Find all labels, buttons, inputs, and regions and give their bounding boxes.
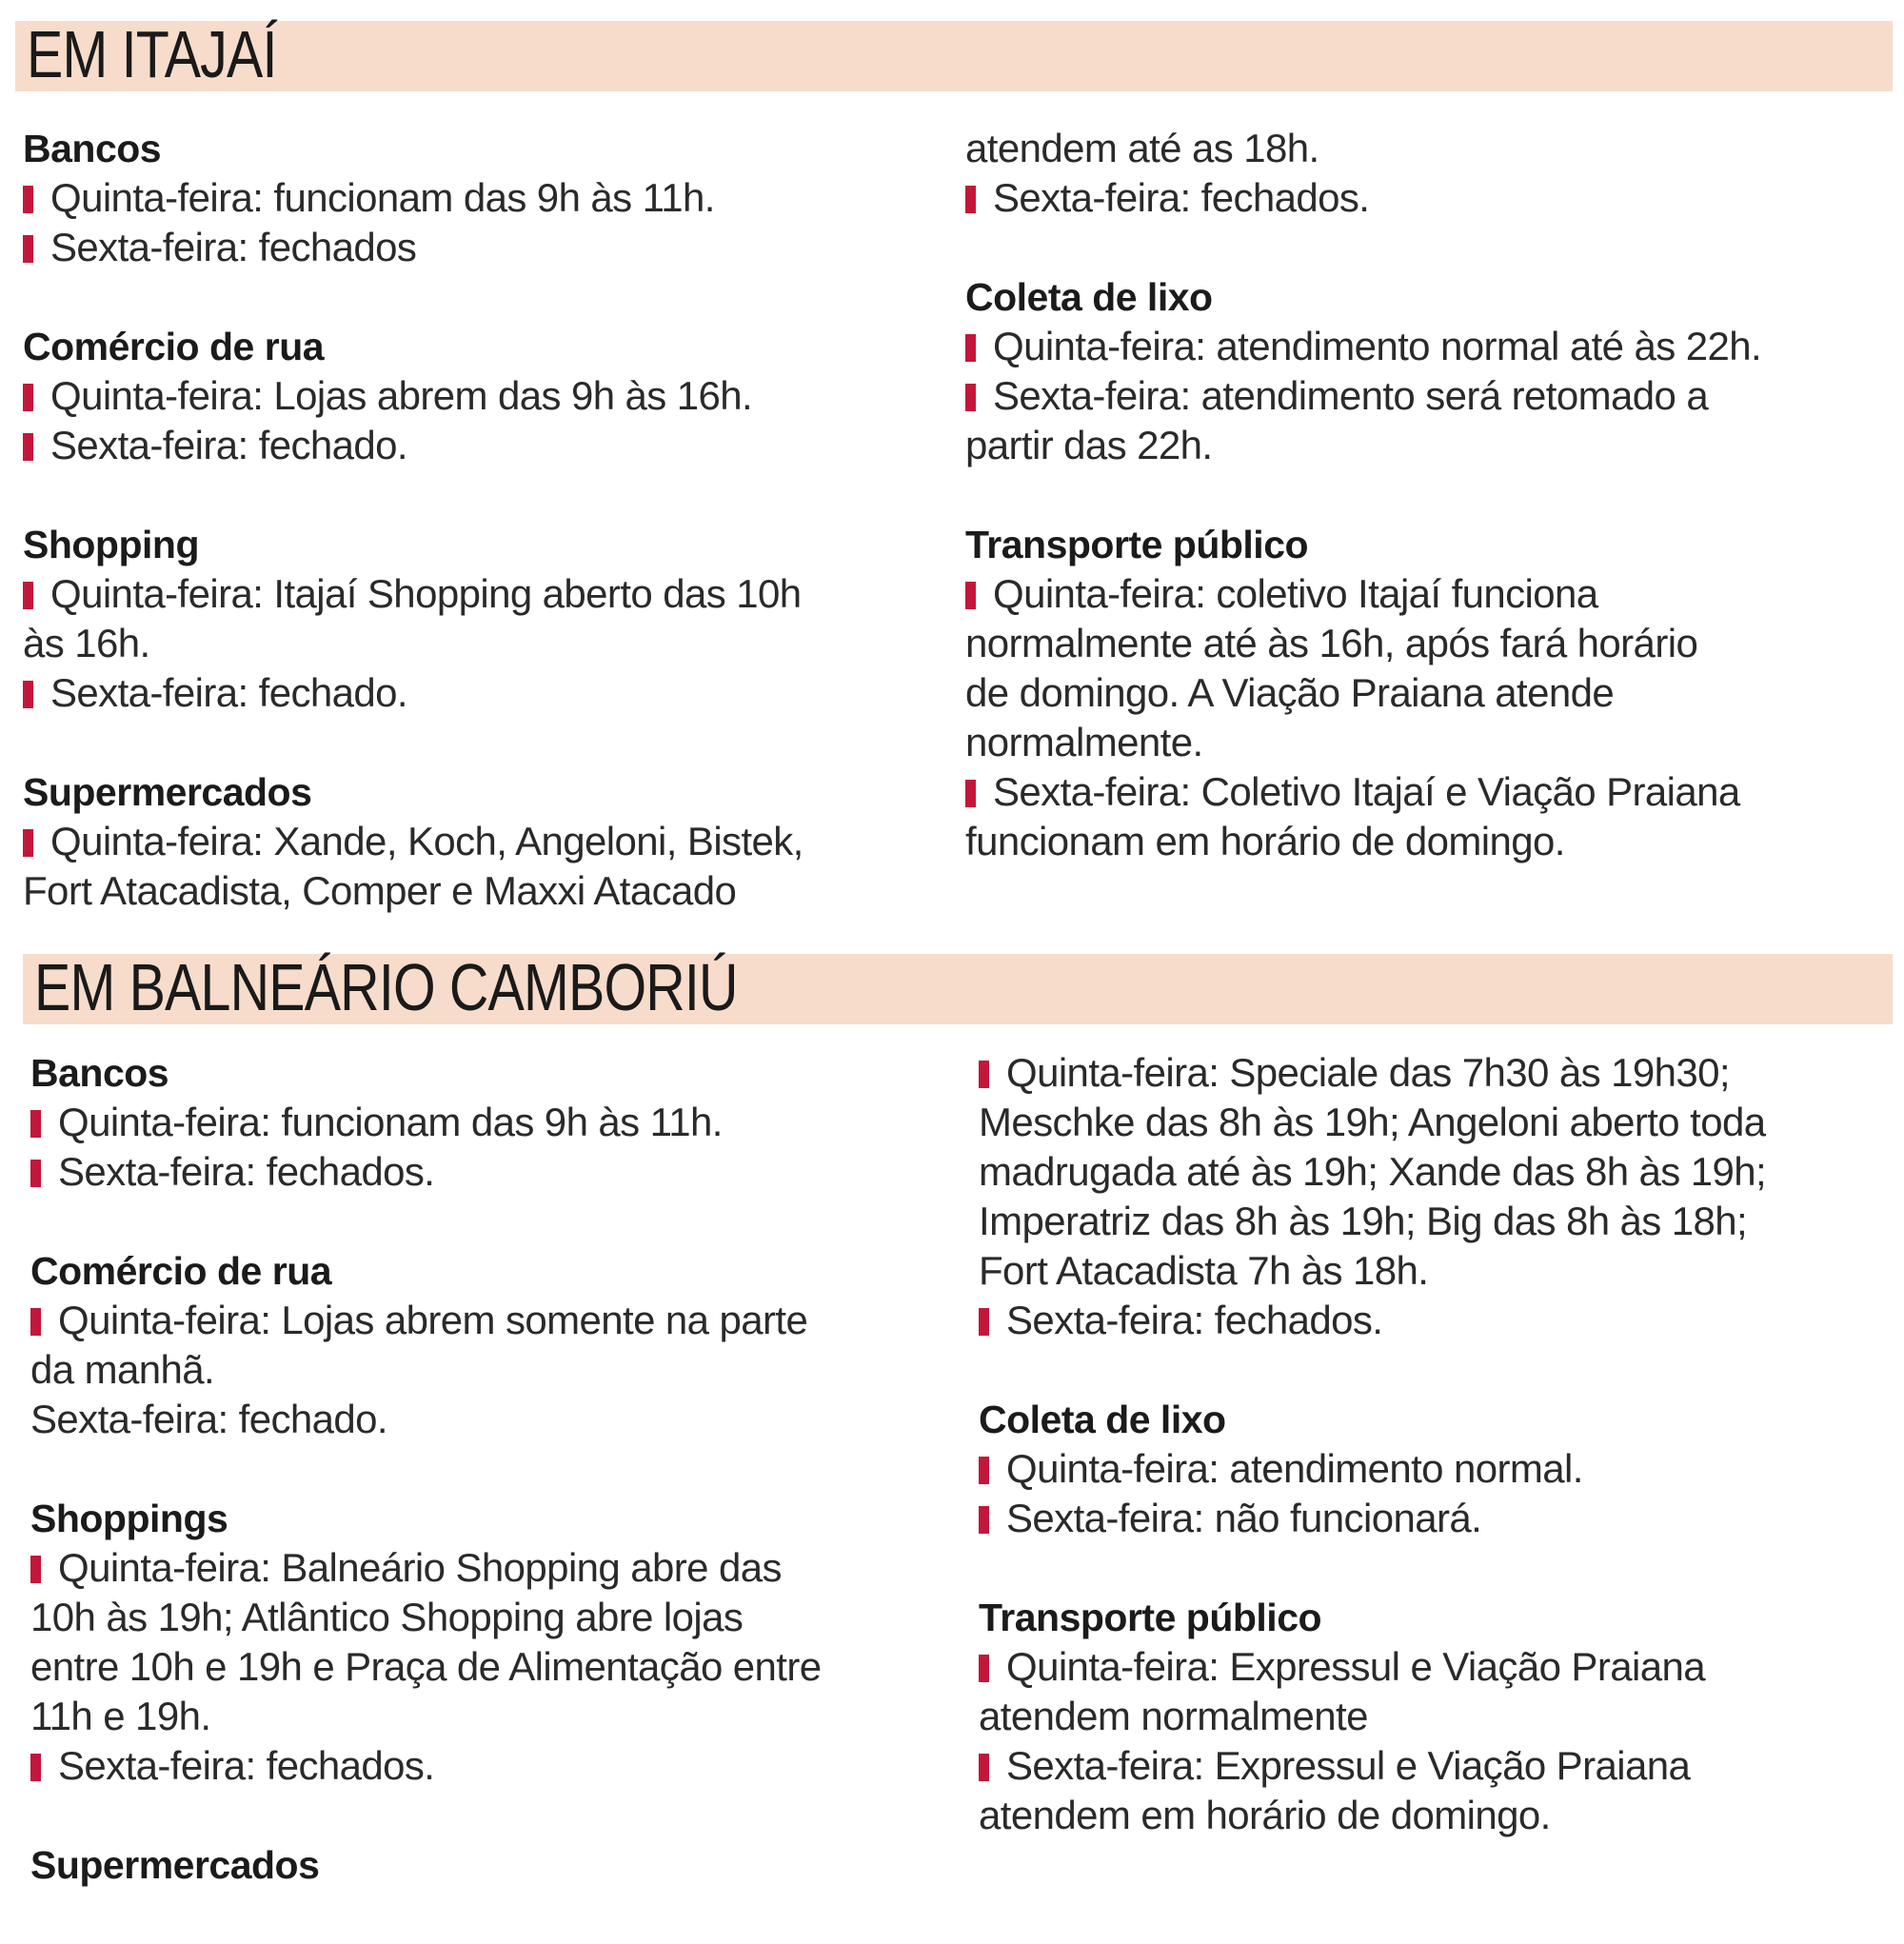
bc-right-column xyxy=(979,1048,1874,1840)
list-item: Quinta-feira: Lojas abrem das 9h às 16h. xyxy=(23,371,918,421)
bullet-marker xyxy=(30,1556,41,1583)
bullet-marker xyxy=(30,1160,41,1187)
list-item: Quinta-feira: atendimento normal até às 22h. xyxy=(965,322,1860,371)
itajai-title: EM ITAJAÍ xyxy=(27,17,277,91)
section-title: Bancos xyxy=(30,1051,169,1095)
bullet-marker xyxy=(30,1308,41,1336)
bullet-marker xyxy=(23,235,33,263)
list-item: Sexta-feira: fechados. xyxy=(979,1296,1874,1345)
list-item-continuation: atendem em horário de domingo. xyxy=(979,1793,1551,1837)
list-item: Quinta-feira: Speciale das 7h30 às 19h30; xyxy=(979,1048,1874,1098)
list-item-continuation: partir das 22h. xyxy=(965,423,1213,467)
list-item-continuation: normalmente até às 16h, após fará horário xyxy=(965,621,1698,665)
list-item-continuation: da manhã. xyxy=(30,1347,215,1392)
list-item: Quinta-feira: atendimento normal. xyxy=(979,1444,1874,1494)
itajai-left-column xyxy=(23,124,918,916)
bc-banner xyxy=(23,950,1893,1024)
list-item-continuation: 10h às 19h; Atlântico Shopping abre lojas xyxy=(30,1595,744,1639)
bullet-marker xyxy=(23,433,33,461)
bullet-marker xyxy=(965,582,976,609)
bullet-marker xyxy=(23,829,33,857)
list-item: Sexta-feira: fechados. xyxy=(30,1741,925,1791)
list-item: Sexta-feira: atendimento será retomado a xyxy=(965,371,1860,421)
bullet-marker xyxy=(965,780,976,807)
bullet-marker xyxy=(23,681,33,708)
list-item-continuation: 11h e 19h. xyxy=(30,1694,211,1738)
list-item: Sexta-feira: fechados xyxy=(23,223,918,272)
bullet-marker xyxy=(30,1754,41,1781)
list-item: Quinta-feira: funcionam das 9h às 11h. xyxy=(30,1098,925,1147)
section-title: Transporte público xyxy=(979,1596,1322,1639)
list-item: Sexta-feira: Coletivo Itajaí e Viação Praiana xyxy=(965,767,1860,817)
section-title: Bancos xyxy=(23,127,162,170)
section-title: Comércio de rua xyxy=(23,325,325,368)
bullet-marker xyxy=(965,384,976,411)
bullet-marker xyxy=(979,1655,989,1682)
bullet-marker xyxy=(23,186,33,213)
list-item-continuation: Imperatriz das 8h às 19h; Big das 8h às 18h; xyxy=(979,1199,1748,1243)
list-item-continuation: funcionam em horário de domingo. xyxy=(965,819,1565,863)
list-item-continuation: Meschke das 8h às 19h; Angeloni aberto toda xyxy=(979,1100,1766,1144)
bullet-marker xyxy=(979,1308,989,1336)
section-title: Shoppings xyxy=(30,1497,228,1540)
section-title: Coleta de lixo xyxy=(965,275,1213,319)
list-item: Quinta-feira: coletivo Itajaí funciona xyxy=(965,569,1860,619)
list-item: Sexta-feira: fechado. xyxy=(23,668,918,718)
list-item: Quinta-feira: Balneário Shopping abre das xyxy=(30,1543,925,1593)
bullet-marker xyxy=(965,186,976,213)
list-item-continuation: de domingo. A Viação Praiana atende xyxy=(965,670,1615,715)
list-item: Sexta-feira: fechado. xyxy=(23,421,918,470)
bullet-marker xyxy=(979,1457,989,1484)
bullet-marker xyxy=(23,384,33,411)
list-item-continuation: madrugada até às 19h; Xande das 8h às 19h; xyxy=(979,1149,1767,1194)
bullet-marker xyxy=(965,334,976,362)
bc-title: EM BALNEÁRIO CAMBORIÚ xyxy=(34,950,738,1024)
list-item-continuation: atendem até as 18h. xyxy=(965,126,1319,170)
section-title: Coleta de lixo xyxy=(979,1398,1226,1441)
list-item-continuation: atendem normalmente xyxy=(979,1694,1368,1738)
section-title: Supermercados xyxy=(23,770,312,814)
list-item: Quinta-feira: Lojas abrem somente na parte xyxy=(30,1296,925,1345)
bullet-marker xyxy=(23,582,33,609)
list-item-continuation: entre 10h e 19h e Praça de Alimentação entre xyxy=(30,1644,822,1689)
list-item-continuation: Fort Atacadista 7h às 18h. xyxy=(979,1248,1429,1293)
list-item: Quinta-feira: funcionam das 9h às 11h. xyxy=(23,173,918,223)
list-item: Sexta-feira: Expressul e Viação Praiana xyxy=(979,1741,1874,1791)
list-item: Sexta-feira: não funcionará. xyxy=(979,1494,1874,1543)
list-item: Quinta-feira: Xande, Koch, Angeloni, Bistek, xyxy=(23,817,918,866)
bullet-marker xyxy=(979,1506,989,1534)
bullet-marker xyxy=(30,1110,41,1138)
itajai-right-column xyxy=(965,124,1860,866)
list-item-continuation: Fort Atacadista, Comper e Maxxi Atacado xyxy=(23,868,737,913)
bullet-marker xyxy=(979,1754,989,1781)
section-title: Supermercados xyxy=(30,1843,320,1887)
itajai-banner xyxy=(15,17,1893,91)
list-item: Quinta-feira: Itajaí Shopping aberto das 10h xyxy=(23,569,918,619)
list-item-continuation: às 16h. xyxy=(23,621,150,665)
list-item: Sexta-feira: fechados. xyxy=(30,1147,925,1197)
list-item: Sexta-feira: fechados. xyxy=(965,173,1860,223)
section-title: Transporte público xyxy=(965,523,1309,566)
bullet-marker xyxy=(979,1061,989,1088)
list-item-continuation: normalmente. xyxy=(965,720,1203,764)
list-item-plain: Sexta-feira: fechado. xyxy=(30,1397,387,1441)
section-title: Shopping xyxy=(23,523,200,566)
list-item: Quinta-feira: Expressul e Viação Praiana xyxy=(979,1642,1874,1692)
bc-left-column xyxy=(30,1048,925,1890)
section-title: Comércio de rua xyxy=(30,1249,332,1293)
